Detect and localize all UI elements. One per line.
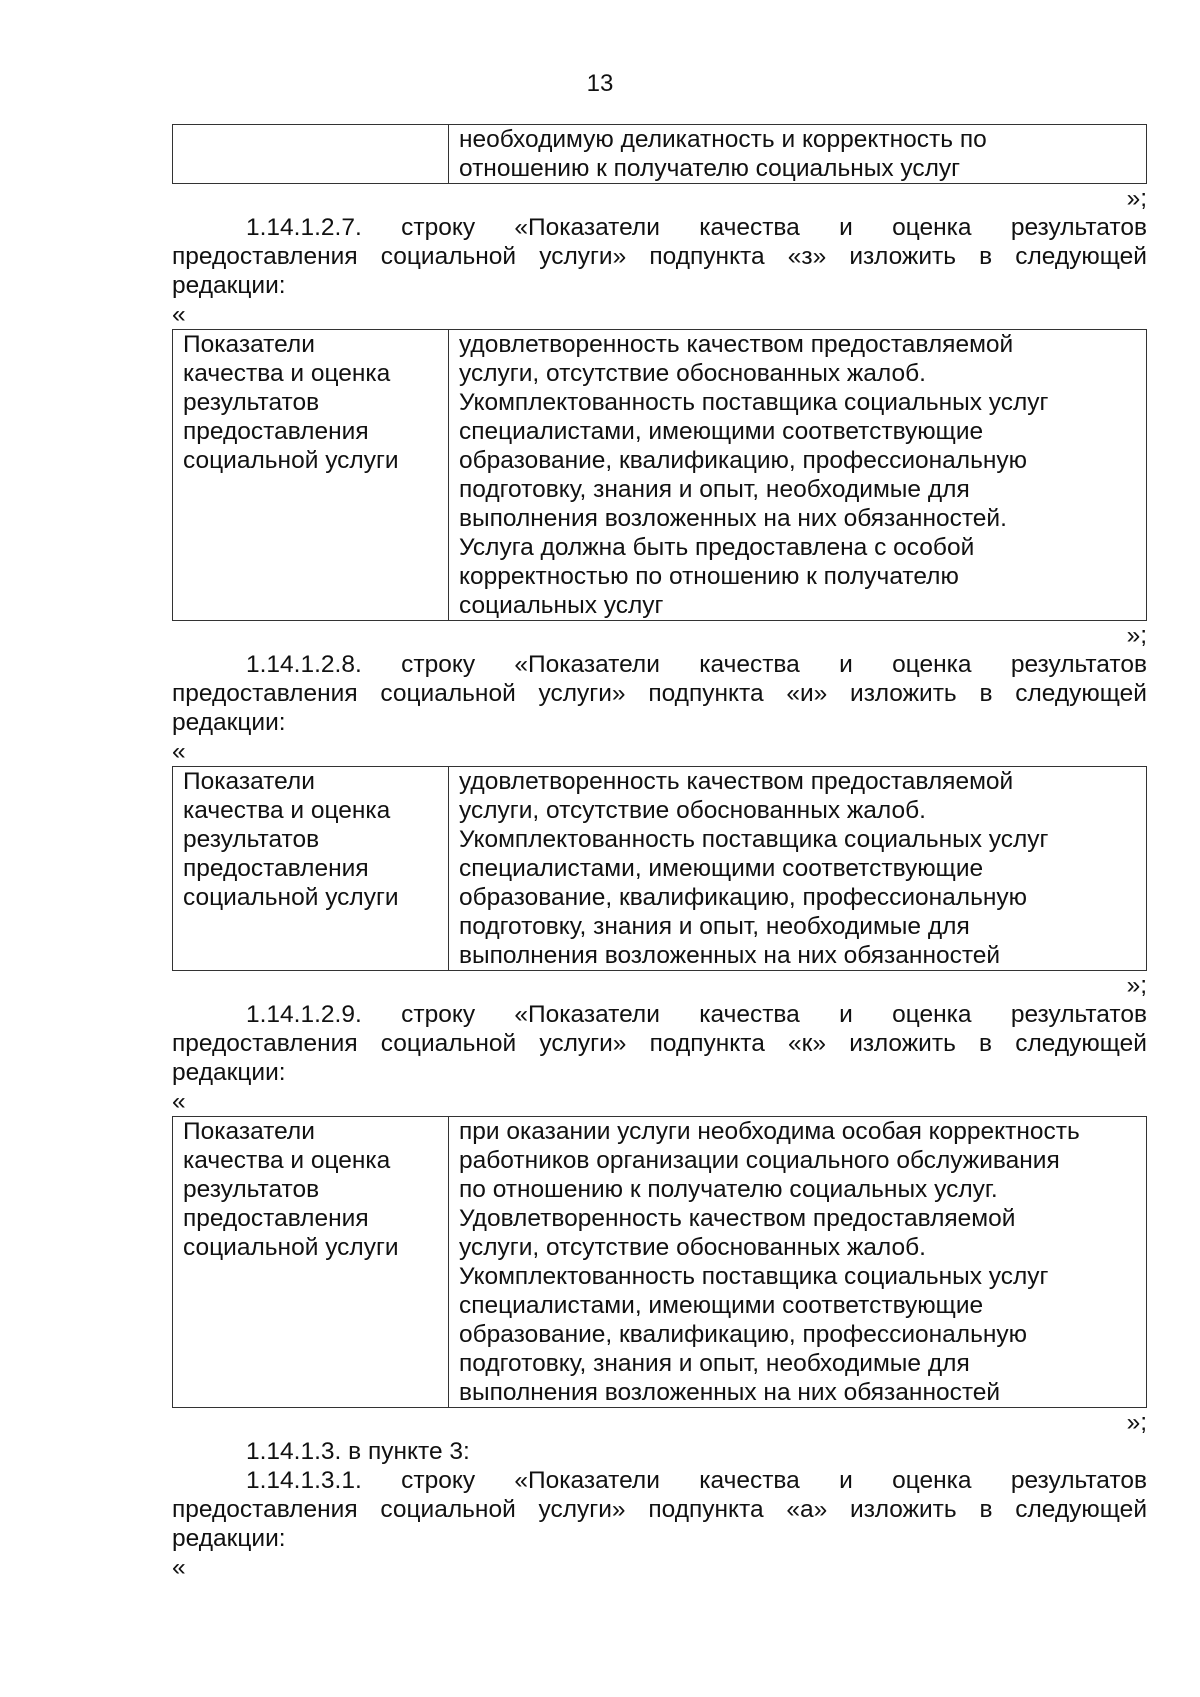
cell-line: качества и оценка: [183, 797, 391, 824]
cell-line: Укомплектованность поставщика социальных услуг: [459, 826, 1049, 853]
indicators-table: [172, 1116, 1147, 1408]
section-heading: [172, 213, 1147, 271]
close-quote: »;: [1126, 185, 1147, 212]
cell-line: образование, квалификацию, профессиональную: [459, 1321, 1028, 1348]
open-quote: «: [172, 301, 186, 328]
cell-line: услуги, отсутствие обоснованных жалоб.: [459, 360, 926, 387]
cell-line: социальных услуг: [459, 592, 664, 619]
cell-line: специалистами, имеющими соответствующие: [459, 1292, 984, 1319]
close-quote: »;: [1126, 1409, 1147, 1436]
heading-line-last: редакции:: [172, 709, 286, 736]
indicators-table: [172, 329, 1147, 621]
page-number: 13: [586, 70, 614, 97]
indicator-label-cell: [173, 1117, 449, 1408]
cell-line: социальной услуги: [183, 884, 399, 911]
cell-line: выполнения возложенных на них обязанностей.: [459, 505, 1007, 532]
cell-line: качества и оценка: [183, 1147, 391, 1174]
cell-line: услуги, отсутствие обоснованных жалоб.: [459, 1234, 926, 1261]
cell-line: выполнения возложенных на них обязанностей: [459, 1379, 1001, 1406]
section-heading: [172, 1000, 1147, 1058]
cell-line: отношению к получателю социальных услуг: [459, 155, 961, 182]
heading-line-last: редакции:: [172, 1059, 286, 1086]
cell-line: Показатели: [183, 331, 315, 358]
cell-line: результатов: [183, 1176, 320, 1203]
cell-line: предоставления: [183, 855, 369, 882]
cell-line: корректностью по отношению к получателю: [459, 563, 959, 590]
cell-line: результатов: [183, 389, 320, 416]
cell-line: специалистами, имеющими соответствующие: [459, 418, 984, 445]
heading-line-last: редакции:: [172, 272, 286, 299]
cell-line: Укомплектованность поставщика социальных услуг: [459, 1263, 1049, 1290]
point-heading: 1.14.1.3. в пункте 3:: [246, 1438, 470, 1465]
top-table: [172, 124, 1147, 184]
heading-line: предоставления социальной услуги» подпункта «к» изложить в следующей: [172, 1030, 1147, 1057]
cell-line: выполнения возложенных на них обязанностей: [459, 942, 1001, 969]
heading-line: 1.14.1.2.9. строку «Показатели качества и оценка результатов: [246, 1001, 1147, 1028]
cell-line: Услуга должна быть предоставлена с особой: [459, 534, 975, 561]
indicator-text-cell: [449, 767, 1147, 971]
cell-line: социальной услуги: [183, 1234, 399, 1261]
section-heading: [172, 650, 1147, 708]
cell-line: Показатели: [183, 768, 315, 795]
heading-line: 1.14.1.2.8. строку «Показатели качества и оценка результатов: [246, 651, 1147, 678]
cell-line: социальной услуги: [183, 447, 399, 474]
heading-line: 1.14.1.3.1. строку «Показатели качества и оценка результатов: [246, 1467, 1147, 1494]
cell-line: по отношению к получателю социальных услуг.: [459, 1176, 998, 1203]
cell-line: подготовку, знания и опыт, необходимые для: [459, 1350, 970, 1377]
open-quote: «: [172, 1088, 186, 1115]
cell-line: специалистами, имеющими соответствующие: [459, 855, 984, 882]
heading-line: предоставления социальной услуги» подпункта «и» изложить в следующей: [172, 680, 1147, 707]
cell-line: услуги, отсутствие обоснованных жалоб.: [459, 797, 926, 824]
cell-line: качества и оценка: [183, 360, 391, 387]
document-body: [172, 124, 1147, 1582]
cell-line: подготовку, знания и опыт, необходимые для: [459, 913, 970, 940]
cell-line: удовлетворенность качеством предоставляемой: [459, 768, 1014, 795]
cell-line: Удовлетворенность качеством предоставляемой: [459, 1205, 1016, 1232]
top-table-right-cell: [449, 125, 1147, 184]
cell-line: предоставления: [183, 418, 369, 445]
indicators-table: [172, 766, 1147, 971]
indicator-text-cell: [449, 1117, 1147, 1408]
indicator-text-cell: [449, 330, 1147, 621]
cell-line: работников организации социального обслуживания: [459, 1147, 1060, 1174]
cell-line: образование, квалификацию, профессиональную: [459, 447, 1028, 474]
cell-line: Показатели: [183, 1118, 315, 1145]
indicator-label-cell: [173, 767, 449, 971]
heading-line: 1.14.1.2.7. строку «Показатели качества и оценка результатов: [246, 214, 1147, 241]
close-quote: »;: [1126, 622, 1147, 649]
cell-line: удовлетворенность качеством предоставляемой: [459, 331, 1014, 358]
cell-line: подготовку, знания и опыт, необходимые для: [459, 476, 970, 503]
cell-line: предоставления: [183, 1205, 369, 1232]
open-quote: «: [172, 1554, 186, 1581]
heading-line: предоставления социальной услуги» подпункта «а» изложить в следующей: [172, 1496, 1147, 1523]
section-heading: [172, 1466, 1147, 1524]
cell-line: Укомплектованность поставщика социальных услуг: [459, 389, 1049, 416]
indicator-label-cell: [173, 330, 449, 621]
cell-line: образование, квалификацию, профессиональную: [459, 884, 1028, 911]
cell-line: необходимую деликатность и корректность по: [459, 126, 987, 153]
top-table-left-cell: [173, 125, 449, 184]
open-quote: «: [172, 738, 186, 765]
close-quote: »;: [1126, 972, 1147, 999]
cell-line: при оказании услуги необходима особая корректность: [459, 1118, 1080, 1145]
heading-line: предоставления социальной услуги» подпункта «з» изложить в следующей: [172, 243, 1147, 270]
heading-line-last: редакции:: [172, 1525, 286, 1552]
cell-line: результатов: [183, 826, 320, 853]
